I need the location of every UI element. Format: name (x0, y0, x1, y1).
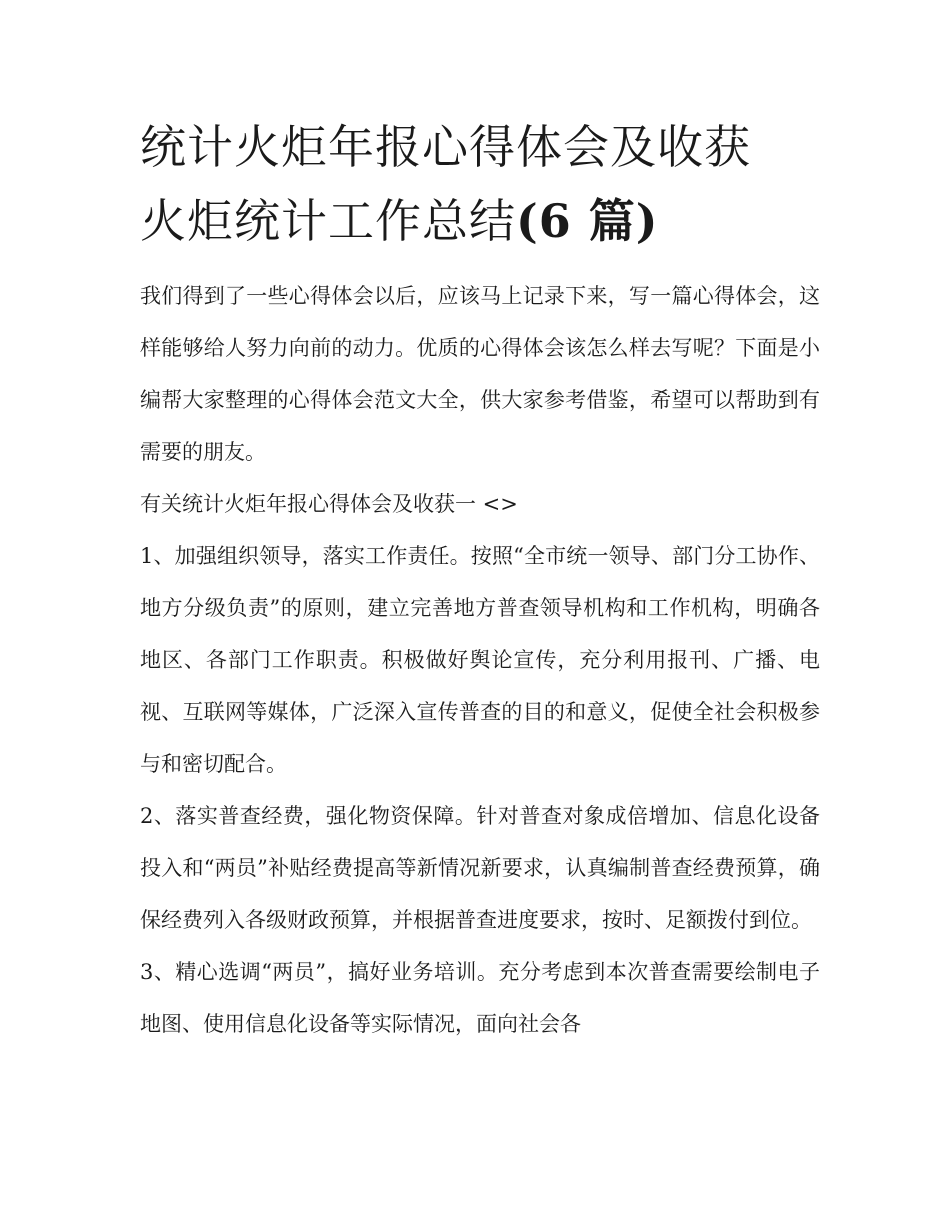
title-line-1: 统计火炬年报心得体会及收获 (140, 120, 751, 174)
document-title (140, 110, 820, 258)
item-paragraph-2: 2、落实普查经费，强化物资保障。针对普查对象成倍增加、信息化设备投入和“两员”补贴经费提高等新情况新要求，认真编制普查经费预算，确保经费列入各级财政预算，并根据普查进度要求，按时、足额拨付到位。 (140, 804, 820, 932)
section-heading: 有关统计火炬年报心得体会及收获一 <> (140, 492, 518, 516)
item-paragraph-1: 1、加强组织领导，落实工作责任。按照“全市统一领导、部门分工协作、地方分级负责”的原则，建立完善地方普查领导机构和工作机构，明确各地区、各部门工作职责。积极做好舆论宣传，充分利用报刊、广播、电视、互联网等媒体，广泛深入宣传普查的目的和意义，促使全社会积极参与和密切配合。 (140, 544, 820, 776)
title-line-2: 火炬统计工作总结 (140, 194, 516, 248)
item-paragraph-3: 3、精心选调“两员”，搞好业务培训。充分考虑到本次普查需要绘制电子地图、使用信息化设备等实际情况，面向社会各 (140, 960, 820, 1036)
document-body (140, 110, 820, 1050)
intro-paragraph: 我们得到了一些心得体会以后，应该马上记录下来，写一篇心得体会，这样能够给人努力向前的动力。优质的心得体会该怎么样去写呢？下面是小编帮大家整理的心得体会范文大全，供大家参考借鉴，希望可以帮助到有需要的朋友。 (140, 284, 820, 464)
title-count: (6 篇) (516, 194, 659, 248)
